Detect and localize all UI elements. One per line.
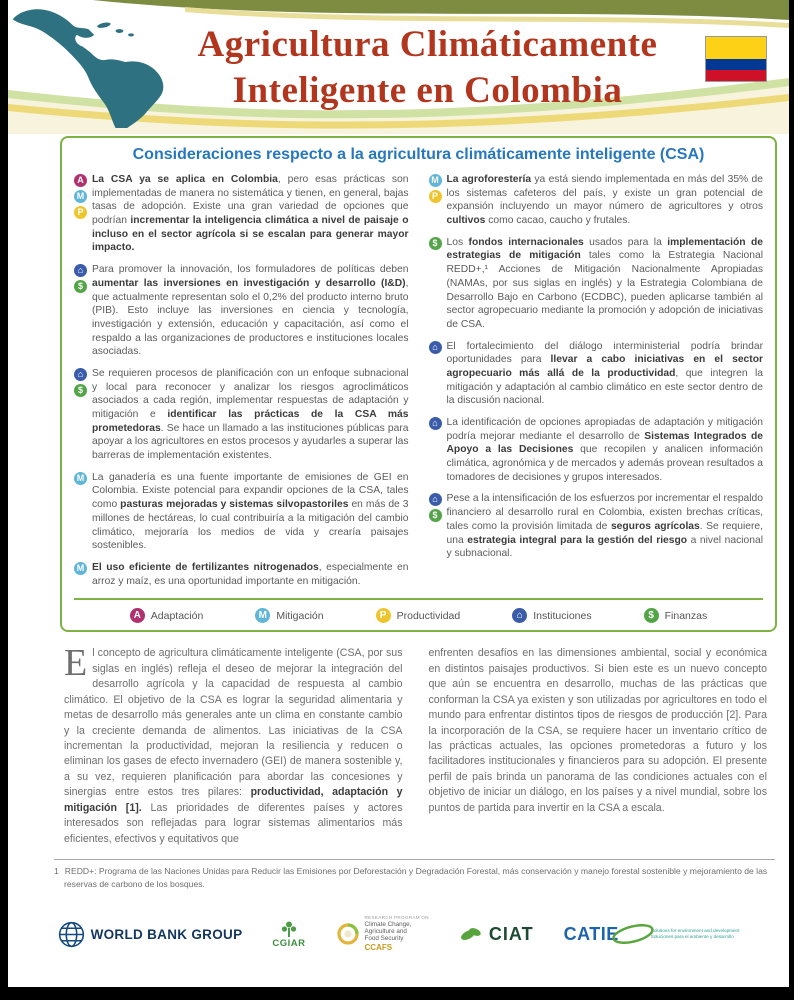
page-title bbox=[158, 22, 697, 114]
productivity-icon: P bbox=[429, 190, 442, 203]
world-bank-logo bbox=[58, 921, 243, 948]
adaptation-icon: A bbox=[74, 174, 87, 187]
intro-text-section bbox=[64, 642, 767, 847]
ccafs-line: Climate Change, bbox=[364, 920, 412, 928]
bullet-icons bbox=[74, 263, 92, 359]
finance-icon: $ bbox=[74, 384, 87, 397]
finance-icon: $ bbox=[644, 608, 659, 623]
bullet-icons bbox=[429, 492, 447, 560]
bullet-icons bbox=[74, 471, 92, 553]
mitigation-icon: M bbox=[74, 190, 87, 203]
partner-logos bbox=[8, 902, 789, 966]
ccafs-line: Food Security bbox=[364, 935, 404, 943]
bullet-text: Se requieren procesos de planificación con un enfoque subnacional y local para reconocer y analizar los riesgos agroclimáticos asociados a cada región, implementar respuestas de adaptación y mitigación e identificar las prácticas de la CSA más prometedoras. Se hace un llamado a las instituciones públicas para apoyar a los agricultores en estos procesos y ayudarles a superar las barreras de implementación existentes. bbox=[92, 367, 409, 462]
catie-tagline: Soluciones para el ambiente y desarrollo bbox=[650, 934, 734, 940]
adaptation-icon: A bbox=[130, 608, 145, 623]
flag-stripe-yellow bbox=[706, 37, 766, 59]
bullet-icons bbox=[429, 236, 447, 332]
cgiar-logo bbox=[272, 920, 305, 949]
catie-tagline: Solutions for environment and development bbox=[650, 928, 740, 934]
ciat-leaf-icon bbox=[459, 924, 483, 944]
ccafs-line: Agriculture and bbox=[364, 927, 407, 935]
footnote-marker: 1 bbox=[54, 866, 59, 877]
flag-stripe-blue bbox=[706, 59, 766, 70]
colombia-flag bbox=[705, 36, 767, 82]
legend-item-productivity bbox=[376, 608, 461, 623]
institutions-icon: ⌂ bbox=[429, 493, 442, 506]
cgiar-tree-icon bbox=[281, 920, 297, 937]
header bbox=[8, 0, 789, 134]
considerations-section bbox=[60, 136, 777, 632]
list-item bbox=[429, 173, 764, 228]
legend bbox=[74, 598, 763, 628]
bullet-text: La ganadería es una fuente importante de emisiones de GEI en Colombia. Existe potencial para expandir opciones de la CSA, tales como pasturas mejoradas y sistemas silvopastoriles en más de 3 millones de hectáreas, lo cual contribuiría a la mitigación del cambio climático, mejoraría los medios de vida y crearía paisajes sostenibles. bbox=[92, 471, 409, 552]
legend-item-mitigation bbox=[255, 608, 323, 623]
institutions-icon: ⌂ bbox=[74, 264, 87, 277]
considerations-columns bbox=[74, 173, 763, 596]
bullet-icons bbox=[429, 173, 447, 228]
bullet-text: Para promover la innovación, los formuladores de políticas deben aumentar las inversiones en investigación y desarrollo (I&D), que actualmente representan solo el 0,2% del producto interno bruto (PIB). Esto incluye las inversiones en ciencia y tecnología, investigación y extensión, educación y capacitación, así como el respaldo a las organizaciones de productores e instituciones locales asociadas. bbox=[92, 264, 409, 358]
list-item bbox=[74, 263, 409, 359]
list-item bbox=[74, 471, 409, 553]
bullet-icons bbox=[74, 367, 92, 463]
ccafs-emblem-icon bbox=[336, 922, 360, 946]
legend-label: Finanzas bbox=[664, 609, 708, 622]
considerations-left-column bbox=[74, 173, 409, 596]
intro-column-2: enfrenten desafíos en las dimensiones ambiental, social y económica en distintos paisajes productivos. Si bien este es un nuevo concepto que aún se encuentra en desarrollo, muchas de las prácticas que conforman la CSA ya existen y son utilizadas por agricultores en todo el mundo para enfrentar distintos tipos de riesgos de producción [2]. Para la incorporación de la CSA, se requiere hacer un inventario crítico de las prácticas actuales, las opciones prometedoras a futuro y los facilitadores institucionales y financieros para su adopción. El presente perfil de país brinda un panorama de las condiciones actuales con el objetivo de iniciar un diálogo, en los países y a nivel mundial, sobre los puntos de partida para invertir en la CSA a escala. bbox=[428, 647, 767, 814]
catie-logo bbox=[564, 924, 740, 945]
page-title-line2: Inteligente en Colombia bbox=[232, 70, 623, 111]
page-title-line1: Agricultura Climáticamente bbox=[197, 24, 658, 65]
world-bank-label: WORLD BANK GROUP bbox=[90, 926, 243, 942]
mitigation-icon: M bbox=[74, 472, 87, 485]
ciat-label: CIAT bbox=[488, 923, 534, 944]
catie-taglines bbox=[651, 928, 740, 940]
bullet-text: Los fondos internacionales usados para la implementación de estrategias de mitigación tales como la Estrategia Nacional REDD+,¹ Acciones de Mitigación Nacionalmente Apropiadas (NAMAs, por sus siglas en inglés) y la Estrategia Colombiana de Desarrollo Bajo en Carbono (ECDBC), pueden aplicarse también al sector agropecuario mediante la promoción y adopción de iniciativas de CSA. bbox=[446, 236, 764, 330]
catie-label: CATIE bbox=[563, 923, 619, 944]
mitigation-icon: M bbox=[255, 608, 270, 623]
world-bank-globe-icon bbox=[58, 921, 85, 948]
institutions-icon: ⌂ bbox=[512, 608, 527, 623]
footnote bbox=[54, 859, 775, 890]
intro-column-1 bbox=[64, 642, 403, 847]
legend-label: Mitigación bbox=[276, 609, 324, 622]
legend-label: Productividad bbox=[396, 609, 461, 622]
bullet-text: Pese a la intensificación de los esfuerzos por incrementar el respaldo financiero al desarrollo rural en Colombia, existen brechas críticas, tales como la provisión limitada de seguros agrícolas. Se requiere, una estrategia integral para la gestión del riesgo a nivel nacional y subnacional. bbox=[446, 493, 764, 560]
list-item bbox=[74, 561, 409, 588]
institutions-icon: ⌂ bbox=[429, 417, 442, 430]
legend-label: Adaptación bbox=[150, 609, 204, 622]
legend-item-institutions bbox=[512, 608, 591, 623]
productivity-icon: P bbox=[376, 608, 391, 623]
document-page bbox=[8, 0, 789, 987]
finance-icon: $ bbox=[429, 509, 442, 522]
list-item bbox=[429, 416, 764, 484]
ciat-logo bbox=[459, 924, 534, 945]
bullet-icons bbox=[74, 561, 92, 588]
considerations-right-column bbox=[429, 173, 764, 596]
bullet-text: La agroforestería ya está siendo implementada en más del 35% de los sistemas cafeteros del país, y existe un gran potencial de expansión incluyendo un mayor número de agricultores y otros cultivos como cacao, caucho y frutales. bbox=[446, 174, 763, 227]
list-item bbox=[74, 367, 409, 463]
list-item bbox=[429, 492, 764, 560]
legend-label: Instituciones bbox=[533, 609, 592, 622]
ccafs-text bbox=[365, 915, 429, 952]
dropcap: E bbox=[64, 642, 88, 685]
cgiar-label: CGIAR bbox=[272, 937, 306, 949]
ccafs-acronym: CCAFS bbox=[364, 943, 393, 953]
mitigation-icon: M bbox=[74, 562, 87, 575]
bullet-text: El fortalecimiento del diálogo interministerial podría brindar oportunidades para llevar a cabo iniciativas en el sector agropecuario más allá de la productividad, que integren la mitigación y adaptación al cambio climático en este sector dentro de la discusión nacional. bbox=[446, 340, 763, 407]
productivity-icon: P bbox=[74, 206, 87, 219]
footnote-text: REDD+: Programa de las Naciones Unidas para Reducir las Emisiones por Deforestación y Degradación Forestal, más conservación y manejo forestal sostenible y mejoramiento de las reservas de carbono de los bosques. bbox=[64, 866, 768, 889]
bullet-icons bbox=[429, 340, 447, 408]
legend-item-adaptation bbox=[130, 608, 204, 623]
list-item bbox=[429, 340, 764, 408]
intro-column-1-text: l concepto de agricultura climáticamente inteligente (CSA, por sus siglas en inglés) refleja el deseo de mejorar la integración del desarrollo agrícola y la capacidad de respuesta al cambio climático. El objetivo de la CSA es lograr la seguridad alimentaria y metas de desarrollo más generales ante un clima en constante cambio y la creciente demanda de alimentos. Las iniciativas de la CSA incrementan la productividad, mejoran la resiliencia y reducen o eliminan los gases de efecto invernadero (GEI) de manera sostenible y, a su vez, requieren planificación para abordar las concesiones y sinergias entre estos tres pilares: productividad, adaptación y mitigación [1]. Las prioridades de diferentes países y actores interesados son reflejadas para lograr sistemas alimentarios más eficientes, efectivos y equitativos que bbox=[64, 647, 403, 845]
finance-icon: $ bbox=[429, 237, 442, 250]
considerations-heading: Consideraciones respecto a la agricultura climáticamente inteligente (CSA) bbox=[132, 146, 705, 163]
list-item bbox=[74, 173, 409, 255]
bullet-text: La CSA ya se aplica en Colombia, pero esas prácticas son implementadas de manera no sistemática y tienen, en general, bajas tasas de adopción. Existe una gran variedad de opciones que podrían incrementar la inteligencia climática a nivel de paisaje o incluso en el sector agrícola si se escalan para generar mayor impacto. bbox=[92, 174, 409, 254]
list-item bbox=[429, 236, 764, 332]
institutions-icon: ⌂ bbox=[429, 341, 442, 354]
ccafs-logo bbox=[336, 915, 429, 952]
bullet-text: El uso eficiente de fertilizantes nitrogenados, especialmente en arroz y maíz, es una oportunidad importante en mitigación. bbox=[92, 561, 409, 587]
flag-stripe-red bbox=[706, 70, 766, 81]
ccafs-line: RESEARCH PROGRAM ON bbox=[364, 915, 429, 921]
institutions-icon: ⌂ bbox=[74, 368, 87, 381]
bullet-icons bbox=[429, 416, 447, 484]
mitigation-icon: M bbox=[429, 174, 442, 187]
bullet-icons bbox=[74, 173, 92, 255]
legend-item-finance bbox=[644, 608, 708, 623]
finance-icon: $ bbox=[74, 280, 87, 293]
bullet-text: La identificación de opciones apropiadas de adaptación y mitigación podría mejorar mediante el desarrollo de Sistemas Integrados de Apoyo a las Decisiones que recopilen y analicen información climática, agronómica y de mercados y además provean resultados a tomadores de decisiones y grupos interesados. bbox=[446, 417, 764, 483]
